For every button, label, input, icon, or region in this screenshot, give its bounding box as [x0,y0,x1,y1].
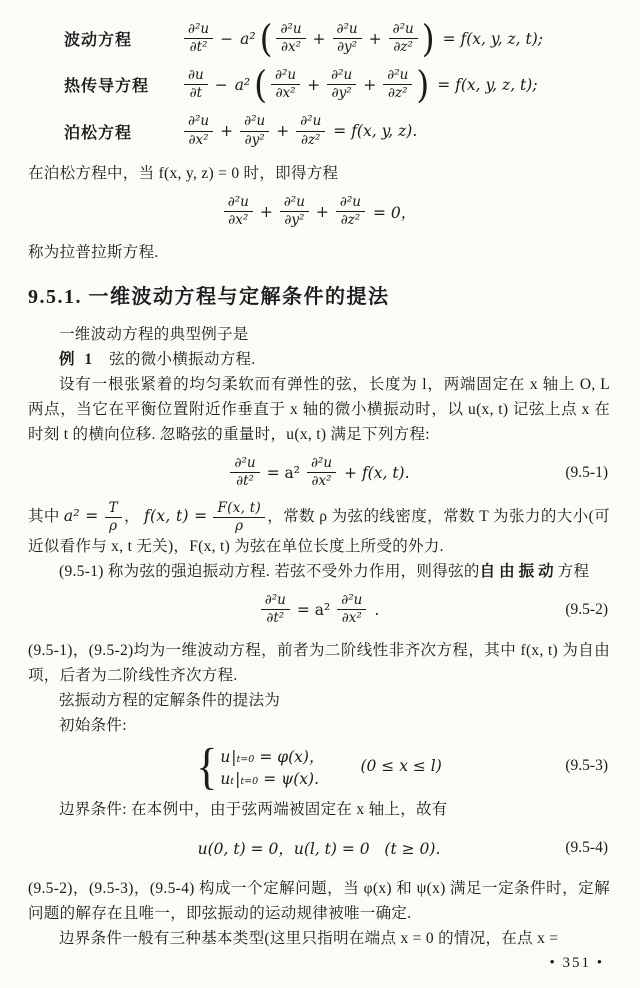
right-paren: ) [421,16,435,61]
equation-9-5-1-body [228,456,409,489]
fraction [184,114,213,147]
fraction [336,195,365,228]
fraction-denominator: ∂x² [311,473,332,490]
separator: ， [123,507,140,525]
heat-equation-label: 热传导方程 [64,78,150,96]
fraction-numerator: ∂²u [184,22,213,39]
operator-plus: + [220,122,234,141]
equation-9-5-3 [28,737,610,795]
example-title: 弦的微小横振动方程. [109,350,256,368]
paragraph-where [28,501,610,559]
paragraph-conditions-intro: 弦振动方程的定解条件的提法为 [59,691,281,709]
fraction-numerator: ∂²u [389,22,418,39]
paragraph-laplace-intro: 在泊松方程中，当 f(x, y, z) = 0 时，即得方程 [28,164,339,182]
equation-number: (9.5-1) [565,463,608,481]
coefficient: a² [240,29,256,48]
fraction-denominator: ∂t² [236,473,254,490]
fraction [240,114,269,147]
equation-number: (9.5-3) [565,757,608,775]
fraction-numerator: ∂²u [271,68,300,85]
operator-plus: + [368,29,382,48]
equation-rhs: = f(x, y, z). [333,122,418,141]
initial-condition-system [220,745,324,788]
fraction-numerator: T [105,501,122,518]
fraction [280,195,309,228]
laplace-equation [28,193,610,231]
fraction-numerator: ∂²u [280,195,309,212]
coefficient-definition: a² = [63,506,99,525]
fraction [327,68,356,101]
page-number: • 351 • [549,955,604,971]
fraction [276,22,305,55]
paragraph-boundary [28,797,610,822]
fraction-denominator: ∂z² [393,39,413,56]
fraction [389,22,418,55]
equation-rhs: + f(x, t). [344,463,410,482]
fraction-numerator: ∂²u [327,68,356,85]
equation-9-5-4 [28,829,610,867]
fraction-numerator: ∂²u [337,593,366,610]
paragraph-laplace-name: 称为拉普拉斯方程. [28,243,159,261]
paragraph-uniqueness: (9.5-2)，(9.5-3)，(9.5-4) 构成一个定解问题，当 φ(x) 和 ψ(x) 满足一定条件时，定解问题的解存在且唯一，即弦振动的运动规律被唯一确定. [28,879,610,922]
operator-minus: − [220,29,234,48]
left-paren: ( [254,62,268,107]
fraction-denominator: ∂y² [244,131,265,148]
fraction [333,22,362,55]
equation-rhs: . [374,600,380,619]
right-paren: ) [416,62,430,107]
evaluation-bar: | [235,769,241,788]
initial-condition-line-2: u t | t=0 = ψ(x). [220,769,320,788]
paragraph-boundary-types: 边界条件一般有三种基本类型(这里只指明在端点 x = 0 的情况，在点 x = [59,929,559,947]
example-label: 例 1 [59,350,96,368]
condition-rhs: = ψ(x). [263,769,320,788]
boundary-conditions-label: 边界条件: [59,800,127,818]
fraction [296,114,325,147]
operator-minus: − [214,75,228,94]
fraction [383,68,412,101]
paragraph-string-setup: 设有一根张紧着的均匀柔软而有弹性的弦，长度为 l，两端固定在 x 轴上 O, L 两点，当它在平衡位置附近作垂直于 x 轴的微小横振动时，以 u(x, t) 记弦上点 x 在时刻 t 的横向位移. 忽略弦的重量时，u(x, t) 满足下列方程: [28,375,610,443]
fraction [184,68,208,101]
fraction-denominator: ∂z² [300,131,321,148]
coefficient: a² [234,75,251,94]
fraction [105,501,122,534]
fraction-numerator: ∂²u [230,456,259,473]
equation-9-5-2-body [259,593,380,626]
fraction-denominator: ∂x² [280,39,301,56]
where-lead: 其中 [28,507,60,525]
equation-number: (9.5-2) [565,600,608,618]
fraction-numerator: ∂²u [333,22,362,39]
forced-vibration-text: (9.5-1) 称为弦的强迫振动方程. 若弦不受外力作用，则得弦的 [59,562,480,580]
fraction-denominator: ∂z² [340,212,361,229]
operator-plus: + [363,75,377,94]
operator-plus: + [307,75,321,94]
fraction-numerator: ∂²u [224,195,253,212]
equation-rhs: = 0， [373,203,417,222]
fraction-denominator: ∂x² [275,85,296,102]
wave-equation [182,16,543,61]
wave-equation-row [64,16,610,61]
condition-rhs: = φ(x)， [259,747,325,766]
poisson-equation-row [64,114,610,147]
fraction-denominator: ∂y² [337,39,358,56]
fraction-numerator: ∂²u [296,114,325,131]
boundary-text: 在本例中，由于弦两端被固定在 x 轴上，故有 [131,800,448,818]
initial-conditions-label: 初始条件: [59,716,127,734]
domain-note: (0 ≤ x ≤ l) [360,757,442,776]
operator-plus: + [259,202,273,221]
left-paren: ( [259,16,273,61]
fraction-numerator: F(x, t) [213,501,265,518]
poisson-equation [182,114,417,147]
operator-plus: + [276,122,290,141]
fraction-denominator: ∂t² [189,39,208,56]
fraction-numerator: ∂²u [307,456,336,473]
poisson-equation-label: 泊松方程 [64,124,133,142]
fraction [307,456,336,489]
fraction-denominator: ∂t [189,85,203,102]
fraction [337,593,366,626]
fraction-numerator: ∂²u [184,114,213,131]
boundary-condition-equation: u(0, t) = 0，u(l, t) = 0 (t ≥ 0). [197,839,441,858]
fraction [271,68,300,101]
equation-rhs: = f(x, y, z, t); [442,29,543,48]
paragraph-both-equations: (9.5-1)，(9.5-2)均为一维波动方程，前者为二阶线性非齐次方程，其中 f(x, t) 为自由项，后者为二阶线性齐次方程. [28,641,610,684]
fraction-denominator: ρ [109,517,118,534]
heat-equation-row [64,62,610,107]
section-heading: 9.5.1. 一维波动方程与定解条件的提法 [28,285,390,308]
paragraph-forced-vibration [28,559,610,584]
math-variable: u [220,769,231,788]
fraction [184,22,213,55]
operator-plus: + [315,202,329,221]
equation-number: (9.5-4) [565,838,608,856]
fraction-denominator: ∂x² [228,212,249,229]
heat-equation [182,62,538,107]
where-tail: ，常数 ρ 为弦的线密度，常数 T 为张力的大小(可近似看作与 x, t 无关)，F(x, t) 为弦在单位长度上所受的外力. [28,507,610,555]
fraction-numerator: ∂²u [240,114,269,131]
fraction [261,593,290,626]
left-brace: { [196,737,218,795]
free-term-definition: f(x, t) = [143,506,208,525]
operator-equals-coef: = a² [296,600,331,619]
fraction-numerator: ∂²u [383,68,412,85]
forced-vibration-tail: 方程 [557,562,590,580]
equation-9-5-2 [28,591,610,629]
fraction [224,195,253,228]
fraction-denominator: ∂t² [266,610,285,627]
operator-plus: + [312,29,326,48]
paragraph-typical-example: 一维波动方程的典型例子是 [59,325,249,343]
free-vibration-emphasis: 自由振动 [479,562,558,580]
operator-equals-coef: = a² [266,463,300,482]
equation-rhs: = f(x, y, z, t); [437,75,538,94]
fraction-numerator: ∂²u [336,195,365,212]
wave-equation-label: 波动方程 [64,32,133,50]
fraction-numerator: ∂²u [276,22,305,39]
laplace-equation-body [222,195,417,228]
math-variable: u [220,747,231,766]
fraction [213,501,265,534]
equation-9-5-1 [28,454,610,492]
fraction-denominator: ∂y² [284,212,305,229]
initial-condition-line-1: u | t=0 = φ(x)， [220,745,324,767]
fraction-denominator: ∂z² [388,85,408,102]
paragraph-example-1 [28,347,610,372]
fraction-numerator: ∂u [184,68,208,85]
fraction-numerator: ∂²u [261,593,290,610]
fraction-denominator: ∂x² [341,610,362,627]
evaluation-bar: | [231,747,237,766]
fraction-denominator: ∂y² [331,85,352,102]
fraction-denominator: ∂x² [188,131,209,148]
fraction [230,456,259,489]
fraction-denominator: ρ [235,517,244,534]
